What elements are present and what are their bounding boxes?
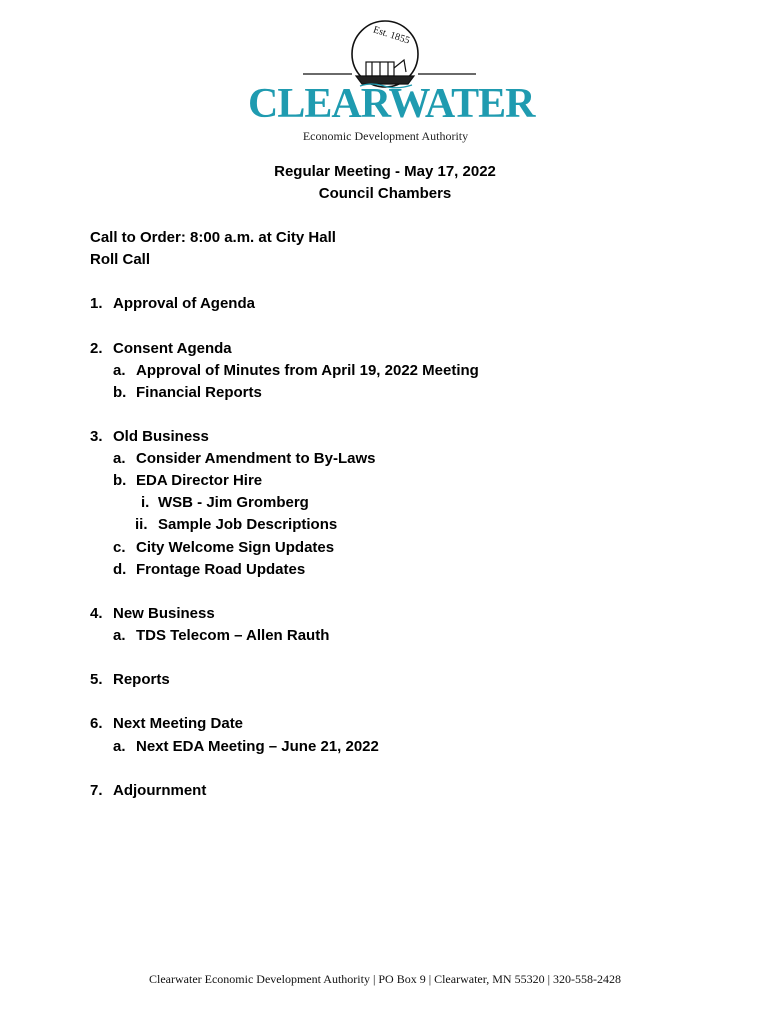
item-text: WSB - Jim Gromberg	[158, 494, 309, 511]
item-text: Old Business	[113, 428, 209, 445]
logo-wordmark: CLEARWATER	[248, 81, 535, 127]
item-text: Sample Job Descriptions	[158, 516, 338, 533]
item-text: Reports	[113, 671, 170, 688]
item-letter: a.	[113, 362, 126, 379]
item-letter: d.	[113, 561, 127, 578]
call-to-order: Call to Order: 8:00 a.m. at City Hall	[90, 229, 336, 246]
item-number: 3.	[90, 428, 103, 445]
item-text: Next Meeting Date	[113, 715, 244, 732]
item-number: 7.	[90, 782, 103, 799]
item-text: Consent Agenda	[113, 340, 232, 357]
item-roman: ii.	[135, 516, 148, 533]
item-text: Adjournment	[113, 782, 207, 799]
item-text: Financial Reports	[136, 384, 262, 401]
item-text: Approval of Agenda	[113, 295, 255, 312]
roll-call: Roll Call	[90, 251, 151, 268]
item-letter: a.	[113, 450, 126, 467]
item-roman: i.	[141, 494, 150, 511]
item-number: 6.	[90, 715, 103, 732]
item-text: Next EDA Meeting – June 21, 2022	[136, 738, 379, 755]
item-text: New Business	[113, 605, 215, 622]
item-number: 5.	[90, 671, 103, 688]
item-text: Approval of Minutes from April 19, 2022 Meeting	[136, 362, 479, 379]
logo-subtitle: Economic Development Authority	[302, 129, 469, 143]
meeting-location: Council Chambers	[318, 185, 452, 202]
meeting-title: Regular Meeting - May 17, 2022	[274, 163, 496, 180]
item-letter: b.	[113, 472, 127, 489]
item-number: 2.	[90, 340, 103, 357]
item-letter: a.	[113, 738, 126, 755]
item-letter: c.	[113, 539, 126, 556]
item-text: TDS Telecom – Allen Rauth	[136, 627, 330, 644]
item-text: Frontage Road Updates	[136, 561, 306, 578]
item-letter: b.	[113, 384, 127, 401]
footer-contact: Clearwater Economic Development Authority | PO Box 9 | Clearwater, MN 55320 | 320-558-2428	[149, 972, 621, 986]
item-number: 4.	[90, 605, 103, 622]
item-number: 1.	[90, 295, 103, 312]
item-text: City Welcome Sign Updates	[136, 539, 335, 556]
seal-text: Est. 1855	[371, 24, 412, 47]
item-text: EDA Director Hire	[136, 472, 263, 489]
item-text: Consider Amendment to By-Laws	[136, 450, 376, 467]
item-letter: a.	[113, 627, 126, 644]
